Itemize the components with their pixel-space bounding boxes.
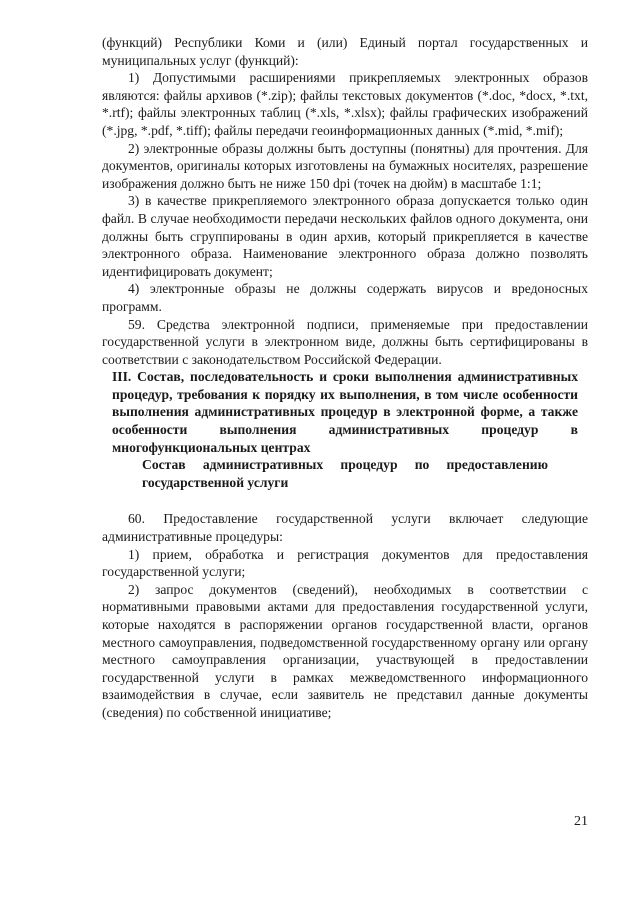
requirement-2: 2) электронные образы должны быть доступны (понятны) для прочтения. Для документов, оригиналы которых изготовлены на бумажных носителях, разрешение изображения должно быть не ниже 150 dpi (точек на дюйм) в масштабе 1:1; (102, 140, 588, 191)
intro-paragraph: (функций) Республики Коми и (или) Единый портал государственных и муниципальных услуг (функций): (102, 35, 588, 68)
page-number: 21 (574, 814, 588, 829)
requirement-4: 4) электронные образы не должны содержать вирусов и вредоносных программ. (102, 281, 588, 314)
section-heading: III. Состав, последовательность и сроки выполнения административных процедур, требования к порядку их выполнения, в том числе особенности выполнения административных процедур в электронной форме, а также особенности выполнения административных процедур в многофункциональных центрах (112, 369, 578, 455)
requirement-1: 1) Допустимыми расширениями прикрепляемых электронных образов являются: файлы архивов (*.zip); файлы текстовых документов (*.doc, *docx, *.txt, *.rtf); файлы электронных таблиц (*.xls, *.xlsx); файлы графических изображений (*.jpg, *.pdf, *.tiff); файлы передачи геоинформационных данных (*.mid, *.mif); (102, 70, 588, 138)
requirement-3: 3) в качестве прикрепляемого электронного образа допускается только один файл. В случае необходимости передачи нескольких файлов одного документа, они должны быть сгруппированы в один архив, который прикрепляется в качестве электронного образа. Наименование электронного образа должно позволять идентифицировать документ; (102, 193, 588, 279)
item-59-paragraph: 59. Средства электронной подписи, применяемые при предоставлении государственной услуги в электронном виде, должны быть сертифицированы в соответствии с законодательством Российской Федерации. (102, 316, 588, 367)
item-60-paragraph: 60. Предоставление государственной услуги включает следующие административные процедуры: (102, 511, 588, 545)
procedure-2: 2) запрос документов (сведений), необходимых в соответствии с нормативными правовыми актами для предоставления государственной услуги, которые находятся в распоряжении органов государственной власти, органов местного самоуправления, подведомственной государственному органу или органу местного самоуправления организации, участвующей в предоставлении государственной услуги в рамках межведомственного информационного взаимодействия в случае, если заявитель не представил данные документы (сведения) по собственной инициативе; (102, 581, 588, 720)
procedure-1: 1) прием, обработка и регистрация документов для предоставления государственной услуги; (102, 546, 588, 580)
sub-heading: Состав административных процедур по предоставлению государственной услуги (142, 457, 548, 490)
document-body (102, 34, 588, 722)
